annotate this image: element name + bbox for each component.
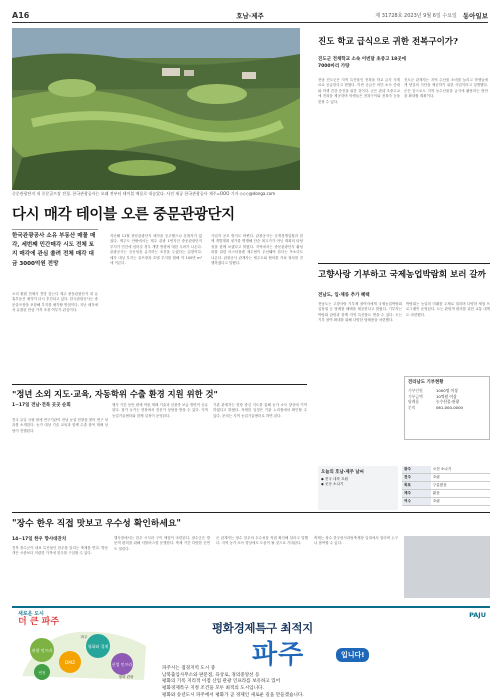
- weather-box: [318, 466, 490, 510]
- weather-value: 오전 소나기: [431, 466, 490, 474]
- ad-line: 평화의 기록 지리적 이점 산업 관광 인프라를 보유하고 있어: [162, 679, 281, 685]
- table-row: [402, 482, 490, 490]
- sub-body-column-1: 전국 유일 국립 원예 연구기관이 전남 농업 현장을 찾아 연구 성과를 소개한다. 농가 대상 기술 교육과 함께 수출 품목 재배 상담이 진행된다.: [12, 418, 108, 433]
- weather-place: 목포: [402, 482, 431, 490]
- map-label: 평화 관광: [118, 675, 134, 679]
- map-label: 평화와 경제: [87, 644, 109, 649]
- right-body-2b: 박람회는 농업의 미래를 주제로 열리며 다양한 체험 프로그램이 운영된다. 도는 관람객 편의를 위한 교통 대책도 마련했다.: [406, 302, 490, 317]
- info-value: 061-000-0000: [436, 404, 463, 410]
- sub-lede: 1∼17일 전남·전북 곳곳 순회: [12, 403, 71, 408]
- right-body-1b: 진도군 관계자는 지역 수산물 소비를 늘리고 학생들에게 양질의 식단을 제공하기 위한 사업이라고 설명했다. 군은 앞으로도 지역 농수산물을 급식에 활용하는 방안을 확대할 계획이다.: [404, 78, 488, 99]
- weather-line: ◆ 전국 내륙 흐림: [321, 477, 349, 481]
- weather-value: 맑음: [431, 490, 490, 498]
- main-lede: 한국관광공사 소유 부동산 매물 매각, 세번째 민간매각 시도 전체 토지 매각에 관심 쏠려 전체 매각 대금 3000억원 전망: [12, 233, 96, 267]
- info-value: 1000명 이상: [436, 388, 458, 394]
- interview-body-1: 전북 장수군이 대표 특산물인 한우를 알리는 축제를 연다. 방문객은 시중보다 저렴한 가격에 한우를 구입할 수 있다.: [12, 546, 108, 556]
- sub-body-column-3: 기관 관계자는 현장 중심 지도를 통해 농가 소득 향상에 기여하겠다고 밝혔다. 자세한 일정은 기관 누리집에서 확인할 수 있다. 문의는 지역 농업기술센터로 하면 된다.: [213, 403, 307, 418]
- weather-place: 제주: [402, 490, 431, 498]
- main-body-column-3: 사업자 공모 방식도 바뀐다. 관광공사는 공개경쟁입찰과 함께 개발계획 평가를 병행해 단순 최고가가 아닌 계획의 타당성을 함께 보겠다고 밝혔다. 지역에서는 중문관광단지 활성화를 위한 마스터플랜 재수립이 우선돼야 한다는 목소리도 나온다. 관광공사 관계자는 제주도와 협의를 거쳐 절차를 진행하겠다고 말했다.: [211, 234, 303, 266]
- map-label: DMZ: [64, 661, 76, 666]
- right-headline-1: 진도 학교 급식으로 귀한 전복구이가?: [318, 37, 458, 47]
- ad-logo-big: 더 큰 파주: [18, 616, 60, 627]
- weather-place: 전주: [402, 474, 431, 482]
- main-headline: 다시 매각 테이블 오른 중문관광단지: [12, 206, 235, 223]
- ad-tag: 입니다!: [336, 648, 369, 662]
- main-body-column-1: 오리 환원 전체가 전망 갖는다 제주 중문관광단지 내 유휴부동산 매각이 다시 추진되고 있다. 한국관광공사는 중문골프장을 포함해 부지를 매각할 방침이다. 지난 매각에서 유찰된 만큼 가격 조정 여부가 관심이다.: [12, 292, 98, 313]
- main-body-column-2: 지난해 11월 중문관광단지 매각을 공고했으나 응찰자가 없었다. 제주도 안팎에서는 제주 관광 1번지인 중문관광단지 부지가 민간에 넘어갈 경우 개발 방향에 대한 우려가 나온다. 관광공사는 공공성을 유지하는 조건을 두겠다는 입장이다. 매각 대상 부지는 골프장과 호텔 부지를 합해 약 100만 m²에 이른다.: [110, 234, 202, 266]
- masthead: [12, 8, 488, 22]
- sub-headline: "정년 소외 지도·교육, 자동학위 수출 환경 지원 위한 것": [12, 389, 218, 399]
- map-label: 연천: [38, 671, 46, 675]
- info-box-title: 전라남도 기부현황: [408, 380, 444, 385]
- right-headline-2: 고향사랑 기부하고 국제농업박람회 보러 갈까: [318, 270, 486, 280]
- table-row: [402, 466, 490, 474]
- ad-line: 평화와 송년도시 파주에서 평화가 곧 경제인 새로운 길을 만들겠습니다.: [162, 692, 304, 698]
- info-key: 기부금액: [408, 393, 423, 399]
- right-body-1a: 전남 진도군은 지역 특산물인 전복을 학교 급식 식재료로 공급한다고 밝혔다. 이번 공급은 어민 소득 증대와 학생 건강 증진을 위한 것이다. 군은 관내 초중고교에 전복을 제공하며 학생들은 전복구이와 전복죽 등을 맛볼 수 있다.: [318, 78, 400, 104]
- interview-rule: [12, 512, 490, 513]
- interview-body-2: 행사장에서는 한우 시식과 구이 체험이 마련된다. 장수군은 방문객 편의를 위해 셔틀버스를 운행한다. 축제 기간 다양한 공연도 열린다.: [114, 536, 210, 551]
- table-row: [402, 490, 490, 498]
- photo-caption: 중문관광단지 내 중문골프장 전경. 한국관광공사는 오래 전부터 테이블 매물로 내놓았다. 사진 제공 한국관광공사 제주=OOO 기자 ◇◇◇@donga.com: [12, 191, 276, 196]
- ad-line: 남북출입사무소와 판문점, 육상로, 경의중앙선 등: [162, 672, 260, 678]
- ad-body: [162, 666, 498, 699]
- weather-title: 오늘의 호남·제주 날씨: [321, 470, 364, 475]
- interview-photo: [404, 536, 490, 598]
- sub-body-column-2: 행사 기간 동안 원예 작물 재배 기술과 신품종 보급 방안이 공유된다. 참가 농가는 현장에서 전문가 상담을 받을 수 있다. 지역 농업기술센터와 함께 일정이 운영된다.: [112, 403, 208, 418]
- info-value: 농수산물·관광: [436, 399, 460, 405]
- map-label: 파주: [80, 635, 88, 639]
- right-lede-1: 진도군 전체학교 소속 이번달 초중고 18곳에 7000마리 가량: [318, 57, 406, 70]
- info-key: 문의: [408, 404, 416, 410]
- paju-advertisement: [12, 606, 490, 698]
- weather-place: 광주: [402, 466, 431, 474]
- interview-body-3: 군 관계자는 장수 한우의 우수성을 직접 확인해 달라고 말했다. 지역 농가 소득 향상에도 도움이 될 것으로 기대된다.: [216, 536, 308, 546]
- issue-meta: 제 31728호 2023년 9월 6일 수요일: [375, 12, 457, 19]
- info-key: 답례품: [408, 399, 420, 405]
- table-row: [402, 474, 490, 482]
- sub-story-rule: [12, 384, 307, 385]
- right-body-2a: 전남도는 고향사랑 기부제 참여자에게 국제농업박람회 입장권 등 답례품 혜택을 제공한다고 밝혔다. 기부자는 박람회 관람과 함께 지역 특산품도 받을 수 있다. 도는 기부 참여 확대를 위해 다양한 답례품을 마련했다.: [318, 302, 402, 323]
- table-row: [402, 498, 490, 506]
- weather-table: [402, 466, 490, 506]
- ad-title: 평화경제특구 최적지: [212, 621, 313, 635]
- ad-logo-small: 새로운 도시: [18, 611, 44, 617]
- aerial-golf-course-image: [12, 28, 300, 190]
- lede-rule: [12, 229, 98, 230]
- ad-line: 파주시는 접경지역 도시 중: [162, 666, 216, 671]
- weather-value: 흐림: [431, 498, 490, 506]
- weather-line: ◆ 곳곳 소나기: [321, 482, 344, 486]
- main-photo: [12, 28, 300, 190]
- brand-name: 동아일보: [462, 11, 488, 20]
- map-label: 산업 인프라: [111, 662, 133, 667]
- map-label: 관광 인프라: [31, 648, 53, 653]
- weather-value: 구름많음: [431, 482, 490, 490]
- page-number: A16: [12, 10, 30, 20]
- info-key: 기부인원: [408, 388, 423, 394]
- interview-headline: "장수 한우 직접 맛보고 우수성 확인하세요": [12, 519, 181, 529]
- weather-summary: [318, 466, 398, 510]
- info-value: 10억원 이상: [436, 393, 457, 399]
- ad-line: 평화경제특구 지정 조건을 모두 최적의 도시입니다.: [162, 685, 264, 691]
- right-lede-2: 전남도, 입·체류 추가 혜택: [318, 293, 370, 298]
- right-rule-2: [318, 263, 490, 264]
- section-name: 호남·제주: [236, 11, 264, 20]
- interview-body-4: 축제는 장수 한우랑사과랑축제장 일대에서 열리며 누구나 참여할 수 있다.: [314, 536, 398, 546]
- info-box: [404, 376, 490, 440]
- ad-region-map: [18, 626, 150, 684]
- ad-big-word: 파주: [252, 640, 305, 670]
- weather-place: 여수: [402, 498, 431, 506]
- weather-value: 흐림: [431, 474, 490, 482]
- interview-lede: 14∼17일 한우 향사대잔치: [12, 537, 67, 542]
- info-row: [408, 405, 486, 411]
- masthead-rule: [12, 22, 488, 23]
- ad-brand: PAJU: [469, 611, 486, 619]
